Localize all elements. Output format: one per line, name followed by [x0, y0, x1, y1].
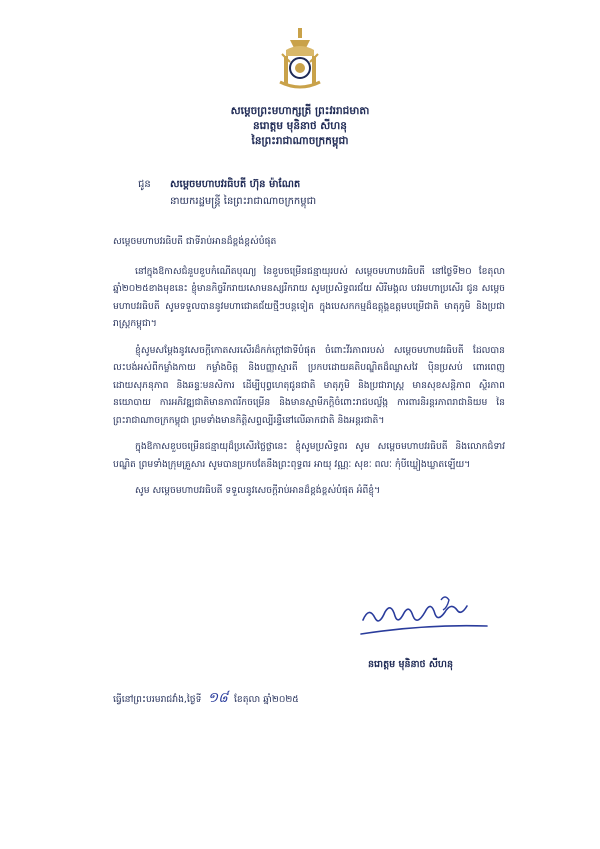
address-recipient: សម្ដេចមហាបវរធិបតី ហ៊ុន ម៉ាណែត — [170, 179, 301, 190]
letterhead-line-2: នរោត្តម មុនិនាថ សីហនុ — [253, 120, 347, 132]
date-suffix: ខែតុលា ឆ្នាំ២០២៥ — [233, 694, 299, 705]
letterhead-line-3: នៃព្រះរាជាណាចក្រកម្ពុជា — [251, 135, 349, 147]
letter-body — [113, 233, 505, 509]
paragraph-1: នៅក្នុងឱកាសជំនួបខួបកំណើតបុណ្យ នៃខួបចម្រើនជន្មាយុរបស់ សម្ដេចមហាបវរធិបតី នៅថ្ងៃទី២០ ខែតុលា ឆ្នាំ២០២៥ខាងមុខនេះ ខ្ញុំមានកិច្ចរីករាយសោមនស្សរីករាយ សូមប្រសិទ្ធពរជ័យ សិរីមង្គល បវរមហាប្រសើរ ជូន សម្ដេចមហាបវរធិបតី សូមទទួលបាននូវមហាជោគជ័យថ្មីៗបន្តទៀត ក្នុងបេសកកម្មដ៏ឧត្ដុង្គឧត្ដមបម្រើជាតិ មាតុភូមិ និងប្រជារាស្ត្រកម្ពុជា។ — [113, 265, 505, 329]
royal-crest-icon — [276, 26, 324, 92]
address-block — [138, 176, 316, 210]
paragraph-3: ក្នុងឱកាសខួបចម្រើនជន្មាយុដ៏ប្រសើរថ្លៃថ្លានេះ ខ្ញុំសូមប្រសិទ្ធពរ សូម សម្ដេចមហាបវរធិបតី និងលោកជំទាវបណ្ឌិត ព្រមទាំងក្រុមគ្រួសារ សូមបានប្រកបតែនឹងព្រះពុទ្ធពរ អាយុ វណ្ណៈ សុខៈ ពលៈ កុំបីឃ្លៀងឃ្លាតឡើយ។ — [113, 441, 505, 470]
date-line — [113, 688, 299, 709]
handwritten-signature — [355, 586, 495, 646]
letterhead — [0, 104, 600, 149]
letterhead-line-1: សម្ដេចព្រះមហាក្សត្រី ព្រះវររាជមាតា — [230, 105, 370, 117]
address-to-label: ជូន — [138, 179, 151, 190]
paragraph-2: ខ្ញុំសូមសម្ដែងនូវសេចក្ដីកោតសរសើរដ៏កក់ក្ដៅជាទីបំផុត ចំពោះវីរភាពរបស់ សម្ដេចមហាបវរធិបតី ដែលបានលះបង់អស់ពីកម្លាំងកាយ កម្លាំងចិត្ត និងបញ្ញាស្មារតី ប្រកបដោយគតិបណ្ឌិតដ៏ឈ្លាសវៃ ប៉ិនប្រសប់ ពោរពេញដោយសុភនុភាព និងឆន្ទៈមនសិការ ដើម្បីបុព្វហេតុជូនជាតិ មាតុភូមិ និងប្រជារាស្ត្រ មានសុខសន្តិភាព ស្ថិរភាពនយោបាយ ការអភិវឌ្ឍជាតិមានភាពរីកចម្រើន និងមានស្មាមីភក្ដិចំពោះរាជបល្ល័ង្ក ការពារនិរន្តរភាពរាជានិយម នៃព្រះរាជាណាចក្រកម្ពុជា ព្រមទាំងមានកិត្តិសព្ទល្បីរន្ទឺនៅលើឆាកជាតិ និងអន្តរជាតិ។ — [113, 344, 505, 426]
date-day: ១៨ — [207, 690, 228, 706]
signatory-name: នរោត្តម មុនិនាថ សីហនុ — [368, 659, 454, 670]
closing-line: សូម សម្ដេចមហាបវរធិបតី ទទួលនូវសេចក្ដីរាប់អានដ៏ខ្ពង់ខ្ពស់បំផុត អំពីខ្ញុំ។ — [135, 485, 381, 496]
address-recipient-title: នាយករដ្ឋមន្ត្រី នៃព្រះរាជាណាចក្រកម្ពុជា — [170, 196, 317, 207]
salutation: សម្ដេចមហាបវរធិបតី ជាទីរាប់អានដ៏ខ្ពង់ខ្ពស់បំផុត — [113, 236, 277, 247]
date-prefix: ធ្វើនៅព្រះបរមរាជវាំង,ថ្ងៃទី — [113, 694, 202, 705]
